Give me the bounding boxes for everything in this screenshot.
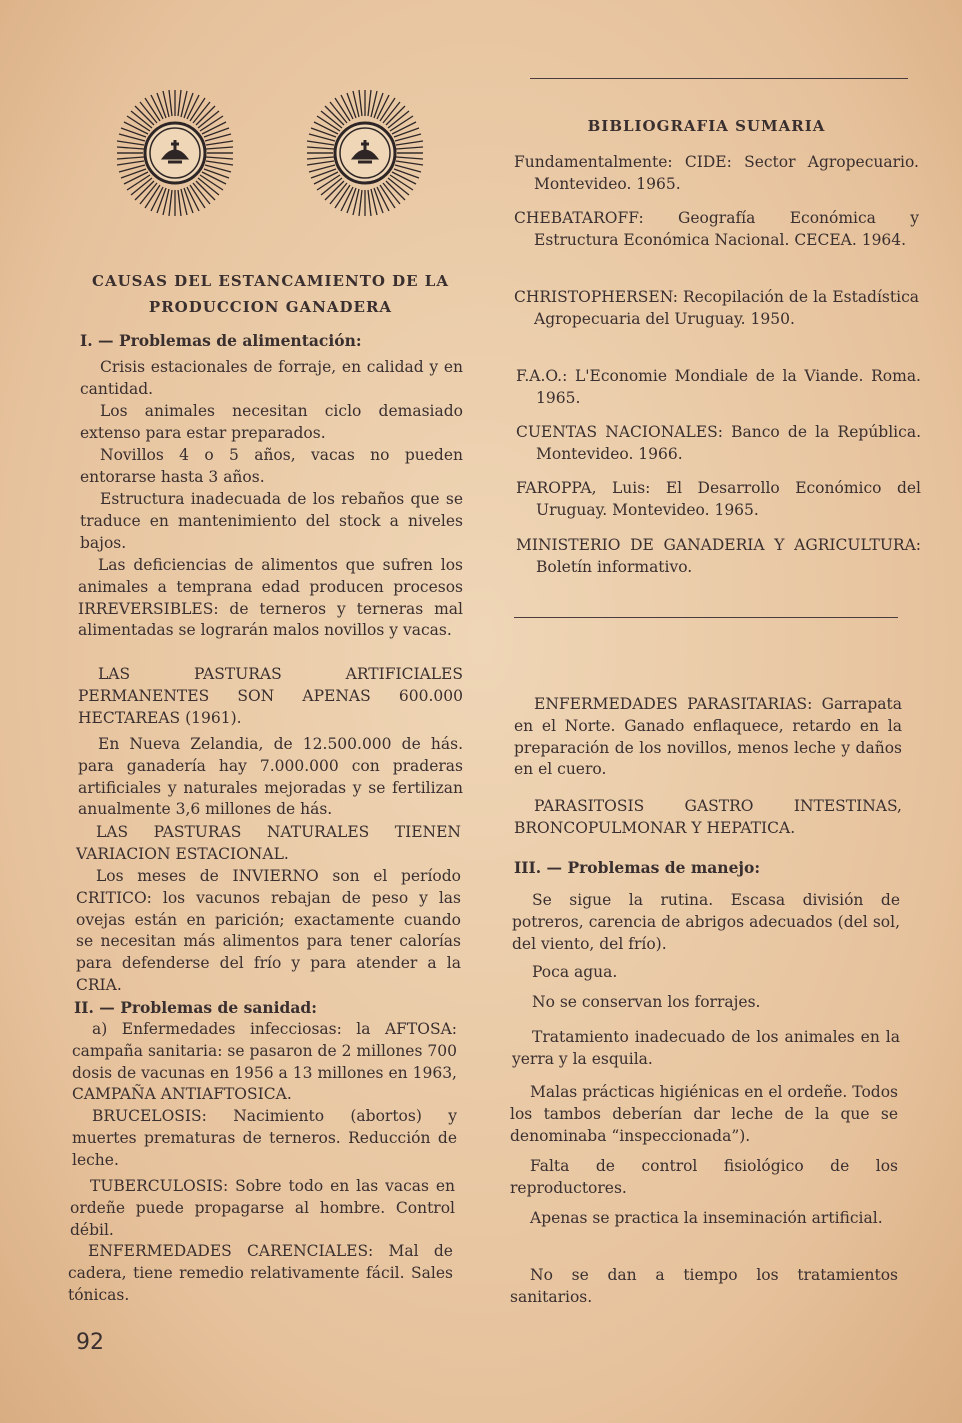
paragraph: TUBERCULOSIS: Sobre todo en las vacas en ordeñe puede propagarse al hombre. Control débil. xyxy=(70,1177,455,1239)
paragraph: No se dan a tiempo los tratamientos sanitarios. xyxy=(510,1266,898,1306)
paragraph: Malas prácticas higiénicas en el ordeñe. Todos los tambos deberían dar leche de la que se denominaba “inspeccionada”). xyxy=(510,1083,898,1145)
bibliography-title: BIBLIOGRAFIA SUMARIA xyxy=(587,117,826,135)
paragraph: BRUCELOSIS: Nacimiento (abortos) y muertes prematuras de terneros. Reducción de leche. xyxy=(72,1107,457,1169)
paragraph: Novillos 4 o 5 años, vacas no pueden entorarse hasta 3 años. xyxy=(80,446,463,486)
section-heading xyxy=(78,268,463,320)
heading-line-1: CAUSAS DEL ESTANCAMIENTO DE LA xyxy=(92,272,449,290)
section-1-title: I. — Problemas de alimentación: xyxy=(80,331,362,350)
heading-line-2: PRODUCCION GANADERA xyxy=(148,298,393,316)
paragraph: Falta de control fisiológico de los reproductores. xyxy=(510,1157,898,1197)
top-rule xyxy=(530,78,908,79)
bibliography-entry: CHEBATAROFF: Geografía Económica y Estructura Económica Nacional. CECEA. 1964. xyxy=(514,209,919,249)
paragraph: a) Enfermedades infecciosas: la AFTOSA: campaña sanitaria: se pasaron de 2 millones 700 dosis de vacunas en 1956 a 13 millones en 1963, CAMPAÑA ANTIAFTOSICA. xyxy=(72,1020,457,1104)
paragraph: Estructura inadecuada de los rebaños que se traduce en mantenimiento del stock a niveles bajos. xyxy=(80,490,463,552)
paragraph: Crisis estacionales de forraje, en calidad y en cantidad. xyxy=(80,358,463,398)
emblem-left-icon xyxy=(110,88,240,218)
paragraph: ENFERMEDADES PARASITARIAS: Garrapata en el Norte. Ganado enflaquece, retardo en la preparación de los novillos, menos leche y daños en el cuero. xyxy=(514,695,902,779)
bibliography-entry: CHRISTOPHERSEN: Recopilación de la Estadística Agropecuaria del Uruguay. 1950. xyxy=(514,288,919,328)
paragraph: Tratamiento inadecuado de los animales en la yerra y la esquila. xyxy=(512,1028,900,1068)
paragraph: Las deficiencias de alimentos que sufren los animales a temprana edad producen procesos IRREVERSIBLES: de terneros y terneras mal alimentadas se lograrán malos novillos y vacas. xyxy=(78,556,463,640)
section-2-title: II. — Problemas de sanidad: xyxy=(74,998,317,1017)
paragraph: LAS PASTURAS ARTIFICIALES PERMANENTES SON APENAS 600.000 HECTAREAS (1961). xyxy=(78,665,463,727)
paragraph: ENFERMEDADES CARENCIALES: Mal de cadera, tiene remedio relativamente fácil. Sales tónicas. xyxy=(68,1242,453,1304)
page-number: 92 xyxy=(76,1330,104,1355)
paragraph: Se sigue la rutina. Escasa división de potreros, carencia de abrigos adecuados (del sol, del viento, del frío). xyxy=(512,891,900,953)
bibliography-entry: MINISTERIO DE GANADERIA Y AGRICULTURA: Boletín informativo. xyxy=(516,536,921,576)
paragraph: En Nueva Zelandia, de 12.500.000 de hás. para ganadería hay 7.000.000 con praderas artificiales y naturales mejoradas y se fertilizan anualmente 3,6 millones de hás. xyxy=(78,735,463,819)
emblem-right-icon xyxy=(300,88,430,218)
paragraph: LAS PASTURAS NATURALES TIENEN VARIACION ESTACIONAL. xyxy=(76,823,461,863)
section-rule xyxy=(514,617,898,618)
paragraph: Poca agua. xyxy=(532,963,618,981)
bibliography-entry: CUENTAS NACIONALES: Banco de la República. Montevideo. 1966. xyxy=(516,423,921,463)
section-3-title: III. — Problemas de manejo: xyxy=(514,858,761,877)
bibliography-entry: Fundamentalmente: CIDE: Sector Agropecuario. Montevideo. 1965. xyxy=(514,153,919,193)
bibliography-entry: F.A.O.: L'Economie Mondiale de la Viande. Roma. 1965. xyxy=(516,367,921,407)
paragraph: Los meses de INVIERNO son el período CRITICO: los vacunos rebajan de peso y las ovejas están en parición; exactamente cuando se necesitan más alimentos para tener calorías para defenderse del frío y para atender a la CRIA. xyxy=(76,867,461,994)
paragraph: No se conservan los forrajes. xyxy=(532,993,761,1011)
emblem-pair xyxy=(110,88,440,220)
paragraph: Apenas se practica la inseminación artificial. xyxy=(530,1209,883,1227)
paragraph: Los animales necesitan ciclo demasiado extenso para estar preparados. xyxy=(80,402,463,442)
bibliography-entry: FAROPPA, Luis: El Desarrollo Económico del Uruguay. Montevideo. 1965. xyxy=(516,479,921,519)
paragraph: PARASITOSIS GASTRO INTESTINAS, BRONCOPULMONAR Y HEPATICA. xyxy=(514,797,902,837)
